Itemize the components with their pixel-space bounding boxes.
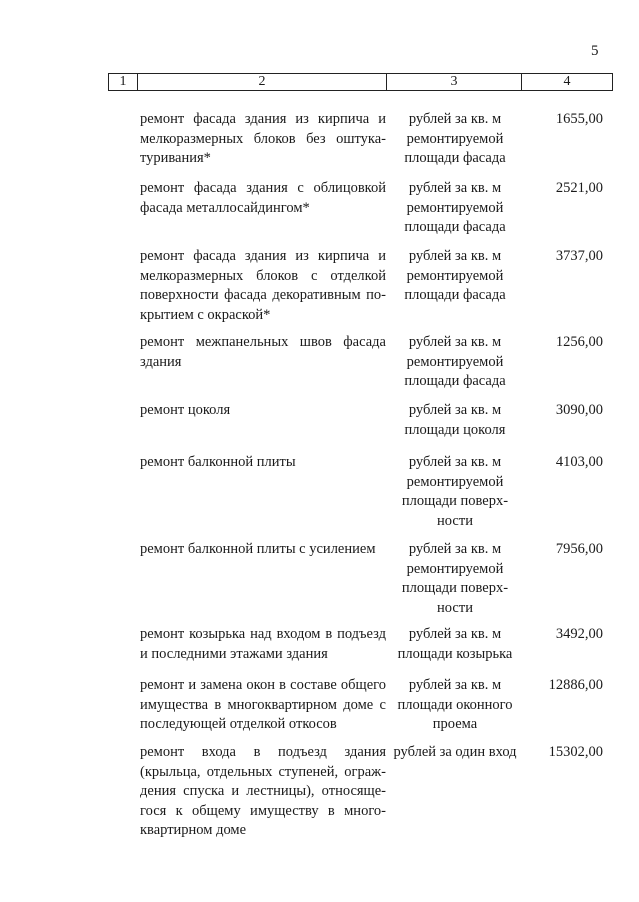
price: 3737,00 — [555, 248, 603, 264]
unit: рублей за кв. м площади оконного проема — [397, 677, 513, 732]
price: 3090,00 — [555, 402, 603, 418]
table-header — [108, 73, 613, 91]
price: 1256,00 — [555, 334, 603, 350]
header-col-3: 3 — [387, 74, 522, 90]
work-name: ремонт фасада здания с облицовкой фасада металлосайдингом* — [140, 180, 386, 216]
header-col-1: 1 — [109, 74, 138, 90]
unit: рублей за кв. м ремонтируемой площади поверх-ности — [401, 541, 509, 616]
work-name: ремонт цоколя — [140, 402, 231, 418]
price: 7956,00 — [555, 541, 603, 557]
work-name: ремонт и замена окон в составе общего имущества в многоквартирном доме с последующей отделкой откосов — [140, 677, 386, 732]
work-name: ремонт входа в подъезд здания (крыльца, отдельных ступеней, ограж-дения спуска и лестницы), относяще-гося к общему имуществу в много-квартирном доме — [140, 744, 386, 838]
work-name: ремонт балконной плиты с усилением — [140, 541, 376, 557]
work-name: ремонт балконной плиты — [140, 454, 296, 470]
unit: рублей за кв. м ремонтируемой площади фасада — [404, 248, 506, 303]
unit: рублей за кв. м ремонтируемой площади фасада — [404, 180, 506, 235]
header-col-2: 2 — [138, 74, 387, 90]
price: 12886,00 — [548, 677, 603, 693]
page-number: 5 — [591, 43, 599, 59]
price: 15302,00 — [548, 744, 603, 760]
price: 1655,00 — [555, 111, 603, 127]
work-name: ремонт межпанельных швов фасада здания — [140, 334, 386, 370]
header-col-4: 4 — [563, 74, 571, 89]
unit: рублей за кв. м ремонтируемой площади поверх-ности — [401, 454, 509, 529]
unit: рублей за кв. м площади цоколя — [404, 402, 506, 438]
price: 3492,00 — [555, 626, 603, 642]
price: 4103,00 — [555, 454, 603, 470]
unit: рублей за один вход — [393, 744, 517, 760]
price: 2521,00 — [555, 180, 603, 196]
unit: рублей за кв. м ремонтируемой площади фасада — [404, 334, 506, 389]
unit: рублей за кв. м ремонтируемой площади фасада — [404, 111, 506, 166]
work-name: ремонт фасада здания из кирпича и мелкоразмерных блоков с отделкой поверхности фасада декоративным по-крытием с окраской* — [140, 248, 386, 323]
work-name: ремонт фасада здания из кирпича и мелкоразмерных блоков без оштука-туривания* — [140, 111, 386, 166]
work-name: ремонт козырька над входом в подъезд и последними этажами здания — [140, 626, 386, 662]
unit: рублей за кв. м площади козырька — [397, 626, 513, 662]
